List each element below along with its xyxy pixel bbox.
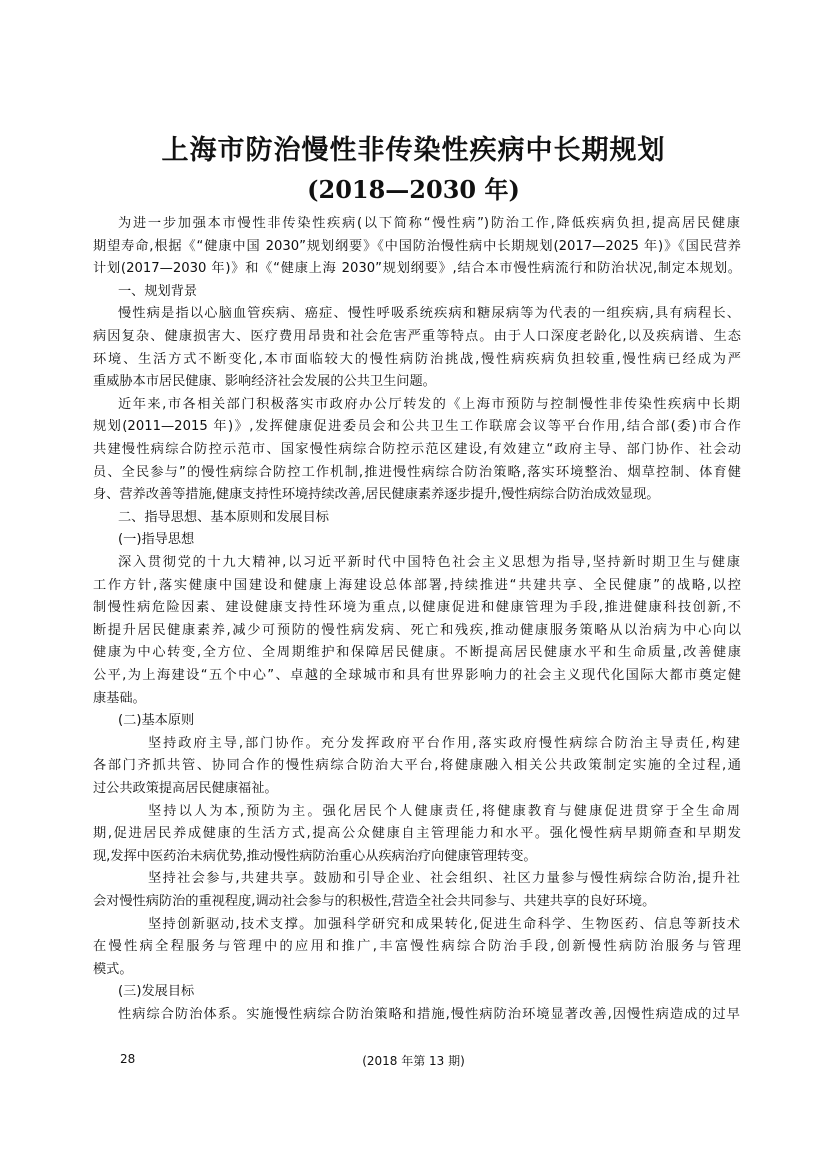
text-line: 期望寿命,根据《“健康中国 2030”规划纲要》《中国防治慢性病中长期规划(2017—2025 年)》《国民营养 [93,238,741,254]
document-title: 上海市防治慢性非传染性疾病中长期规划 [161,135,666,166]
text-line: 期,促进居民养成健康的生活方式,提高公众健康自主管理能力和水平。强化慢性病早期筛查和早期发 [93,826,741,842]
text-line: 健康为中心转变,全方位、全周期维护和保障居民健康。不断提高居民健康水平和生命质量,改善健康 [93,645,741,661]
subsection-heading: (一)指导思想 [118,532,195,548]
text-line: 康基础。 [93,690,146,706]
text-line: 公平,为上海建设“五个中心”、卓越的全球城市和具有世界影响力的社会主义现代化国际大都市奠定健 [93,668,741,683]
text-line: 会对慢性病防治的重视程度,调动社会参与的积极性,营造全社会共同参与、共建共享的良好环境。 [93,894,656,909]
document-subtitle: (2018—2030 年) [307,175,520,204]
page-number: 28 [120,1052,136,1067]
text-line: 计划(2017—2030 年)》和《“健康上海 2030”规划纲要》,结合本市慢性病流行和防治状况,制定本规划。 [93,261,741,277]
text-line [93,1028,741,1048]
text-line: 工作方针,落实健康中国建设和健康上海建设总体部署,持续推进“共建共享、全民健康”的战略,以控 [93,577,741,593]
text-line: 制慢性病危险因素、建设健康支持性环境为重点,以健康促进和健康管理为手段,推进健康科技创新,不 [93,600,741,616]
text-line: 重威胁本市居民健康、影响经济社会发展的公共卫生问题。 [93,374,436,390]
text-line: 规划(2011—2015 年)》,发挥健康促进委员会和公共卫生工作联席会议等平台作用,结合部(委)市合作 [93,419,741,435]
text-line: 共建慢性病综合防控示范市、国家慢性病综合防控示范区建设,有效建立“政府主导、部门协作、社会动 [93,442,741,457]
text-line: 慢性病是指以心脑血管疾病、癌症、慢性呼吸系统疾病和糖尿病等为代表的一组疾病,具有病程长、 [118,306,740,322]
text-line: 断提升居民健康素养,减少可预防的慢性病发病、死亡和残疾,推动健康服务策略从以治病为中心向以 [93,622,741,638]
text-line: 为进一步加强本市慢性非传染性疾病(以下简称“慢性病”)防治工作,降低疾病负担,提高居民健康 [118,216,740,231]
text-line: 坚持社会参与,共建共享。鼓励和引导企业、社会组织、社区力量参与慢性病综合防治,提升社 [148,871,740,887]
text-line: 坚持政府主导,部门协作。充分发挥政府平台作用,落实政府慢性病综合防治主导责任,构建 [148,735,740,751]
section-heading: 一、规划背景 [118,283,198,299]
text-line: 深入贯彻党的十九大精神,以习近平新时代中国特色社会主义思想为指导,坚持新时期卫生与健康 [118,555,740,570]
text-line: 现,发挥中医药治未病优势,推动慢性病防治重心从疾病治疗向健康管理转变。 [93,848,537,864]
text-line: 坚持以人为本,预防为主。强化居民个人健康责任,将健康教育与健康促进贯穿于全生命周 [148,803,740,819]
text-line: 身、营养改善等措施,健康支持性环境持续改善,居民健康素养逐步提升,慢性病综合防治成效显现。 [93,487,660,503]
text-line: 病因复杂、健康损害大、医疗费用昂贵和社会危害严重等特点。由于人口深度老龄化,以及疾病谱、生态 [93,329,741,344]
text-line: 环境、生活方式不断变化,本市面临较大的慢性病防治挑战,慢性病疾病负担较重,慢性病已经成为严 [93,351,741,367]
text-line: 各部门齐抓共管、协同合作的慢性病综合防治大平台,将健康融入相关公共政策制定实施的全过程,通 [93,758,741,774]
text-line: 坚持创新驱动,技术支撑。加强科学研究和成果转化,促进生命科学、生物医药、信息等新技术 [148,916,740,932]
text-line: 模式。 [93,961,133,977]
text-line: 近年来,市各相关部门积极落实市政府办公厅转发的《上海市预防与控制慢性非传染性疾病中长期 [118,396,740,412]
subsection-heading: (三)发展目标 [118,984,195,1000]
subsection-heading: (二)基本原则 [118,713,195,729]
issue-label: (2018 年第 13 期) [362,1054,465,1069]
text-line: 员、全民参与”的慢性病综合防控工作机制,推进慢性病综合防治策略,落实环境整治、烟草控制、体育健 [93,464,741,480]
text-line: 过公共政策提高居民健康福祉。 [93,781,278,796]
text-line: 在慢性病全程服务与管理中的应用和推广,丰富慢性病综合防治手段,创新慢性病防治服务与管理 [93,939,741,955]
text-line: 性病综合防治体系。实施慢性病综合防治策略和措施,慢性病防治环境显著改善,因慢性病造成的过早 [118,1007,740,1022]
section-heading: 二、指导思想、基本原则和发展目标 [118,509,329,525]
